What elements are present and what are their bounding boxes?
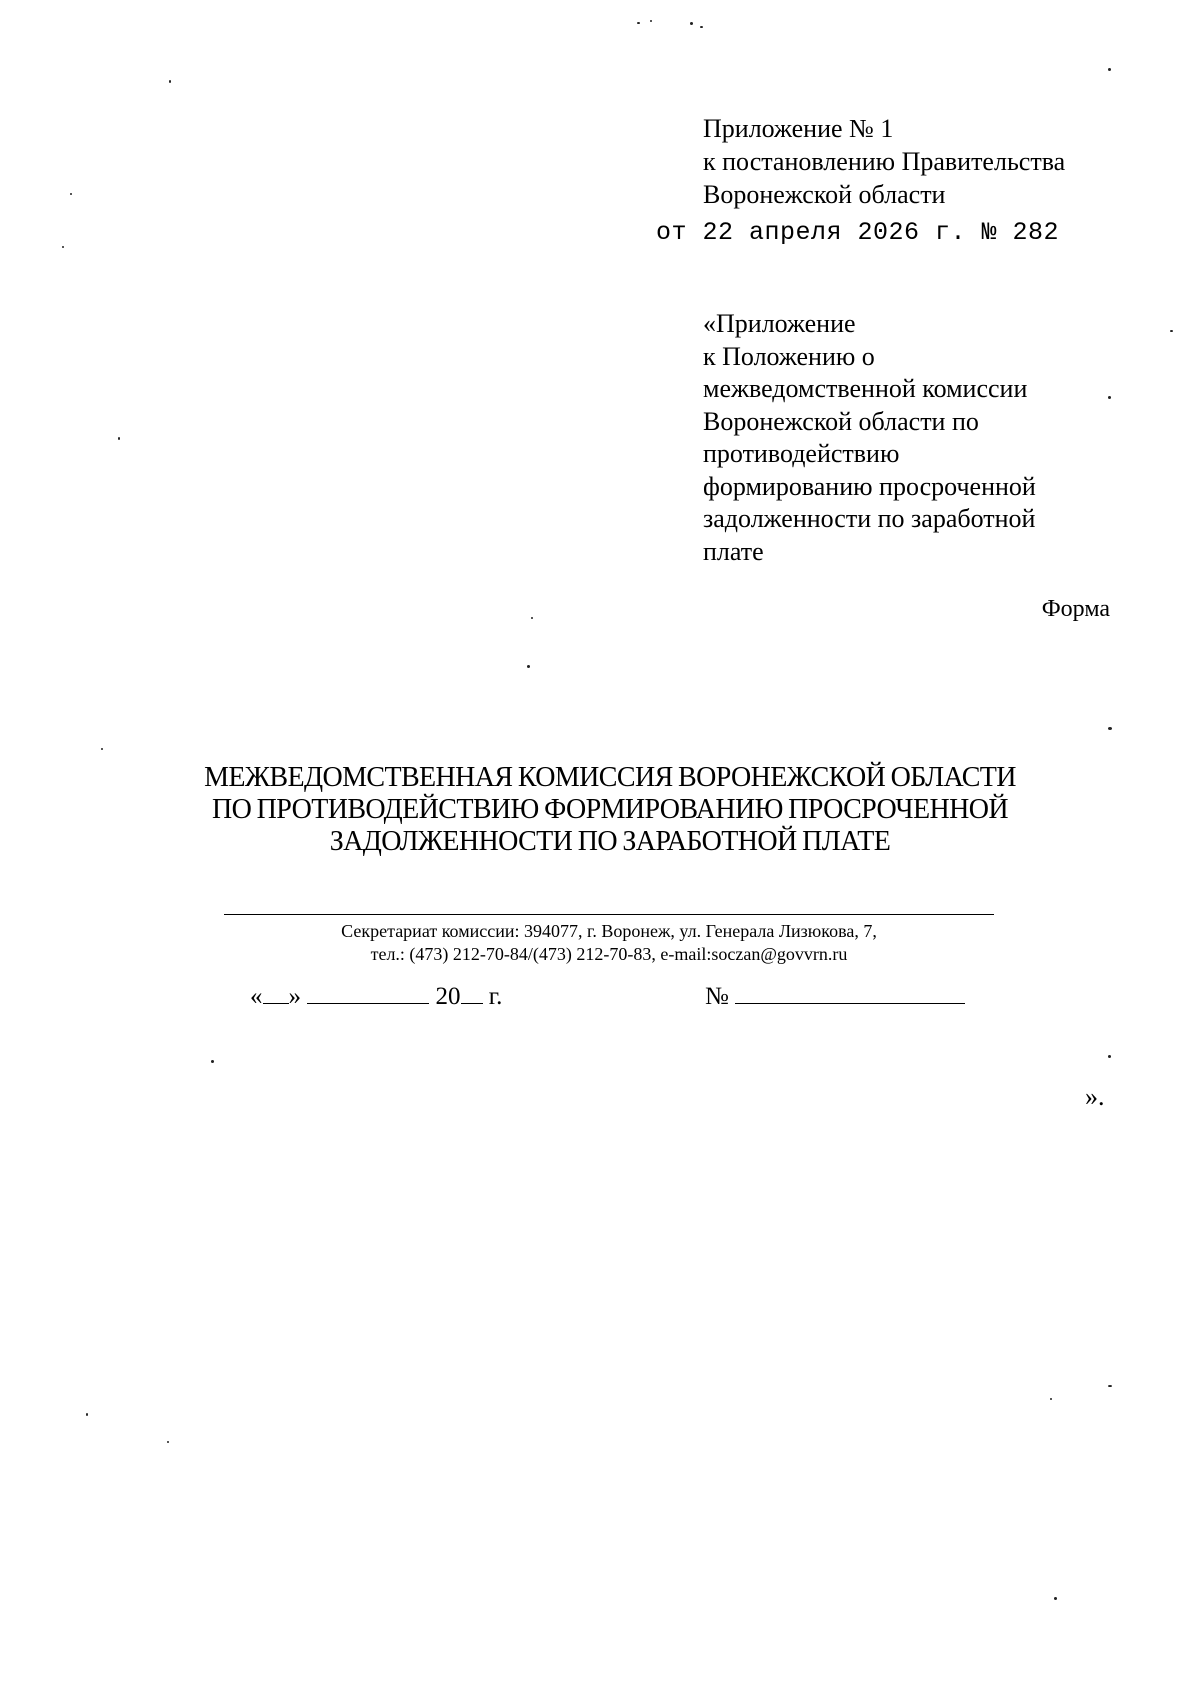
annex-line: межведомственной комиссии: [703, 374, 1028, 403]
secretariat-contacts: [224, 920, 994, 966]
commission-title: [150, 762, 1070, 858]
month-blank[interactable]: [307, 983, 429, 1004]
annex-line: противодействию: [703, 439, 900, 468]
scan-speck: [118, 437, 120, 440]
scan-speck: [1108, 396, 1111, 399]
scan-speck: [62, 246, 64, 248]
number-field: [705, 983, 965, 1011]
scan-speck: [637, 22, 640, 24]
form-label: Форма: [1041, 596, 1110, 622]
scan-speck: [1108, 727, 1112, 730]
resolution-date-number: от 22 апреля 2026 г. № 282: [656, 218, 1060, 247]
title-line: ЗАДОЛЖЕННОСТИ ПО ЗАРАБОТНОЙ ПЛАТЕ: [329, 826, 891, 857]
annex-line: формированию просроченной: [703, 471, 1036, 501]
date-close-quote: »: [288, 983, 301, 1010]
annex-line: задолженности по заработной: [703, 504, 1036, 533]
scan-speck: [1054, 1597, 1057, 1600]
date-field: [250, 983, 502, 1011]
secretariat-address: Секретариат комиссии: 394077, г. Воронеж, ул. Генерала Лизюкова, 7,: [341, 921, 877, 941]
annex-line: Воронежской области по: [703, 406, 979, 436]
scan-speck: [650, 20, 652, 22]
scan-speck: [101, 748, 103, 750]
annex-line: плате: [703, 536, 764, 566]
number-label: №: [705, 983, 729, 1010]
scan-speck: [167, 1441, 169, 1443]
year-suffix: г.: [488, 983, 503, 1010]
title-line: ПО ПРОТИВОДЕЙСТВИЮ ФОРМИРОВАНИЮ ПРОСРОЧЕННОЙ: [212, 794, 1008, 825]
appendix-title: Приложение № 1: [703, 114, 894, 143]
scan-speck: [1108, 68, 1111, 71]
appendix-region: Воронежской области: [703, 180, 946, 209]
year-prefix: 20: [435, 983, 461, 1010]
scan-speck: [531, 617, 533, 619]
scan-speck: [1170, 330, 1173, 332]
scan-speck: [169, 80, 171, 83]
annex-header: [703, 308, 1123, 568]
title-line: МЕЖВЕДОМСТВЕННАЯ КОМИССИЯ ВОРОНЕЖСКОЙ ОБЛАСТИ: [204, 762, 1016, 793]
year-blank[interactable]: [461, 983, 483, 1004]
secretariat-phone-email: тел.: (473) 212-70-84/(473) 212-70-83, e-mail:soczan@govvrn.ru: [370, 944, 848, 964]
scan-speck: [690, 22, 693, 25]
number-blank[interactable]: [735, 983, 965, 1004]
annex-line: к Положению о: [703, 341, 875, 371]
scan-speck: [86, 1413, 88, 1416]
letterhead-divider: [224, 914, 994, 915]
closing-quote: ».: [1085, 1082, 1105, 1111]
scan-speck: [70, 193, 72, 195]
annex-line: «Приложение: [703, 309, 856, 338]
date-open-quote: «: [250, 983, 263, 1010]
scan-speck: [1108, 1055, 1111, 1058]
scan-speck: [211, 1060, 214, 1063]
scan-speck: [1108, 1385, 1112, 1387]
scan-speck: [700, 26, 703, 28]
appendix-header: [703, 112, 1065, 211]
scan-speck: [527, 665, 530, 668]
day-blank[interactable]: [263, 983, 289, 1004]
appendix-reference: к постановлению Правительства: [703, 147, 1066, 176]
scan-speck: [1050, 1398, 1052, 1400]
